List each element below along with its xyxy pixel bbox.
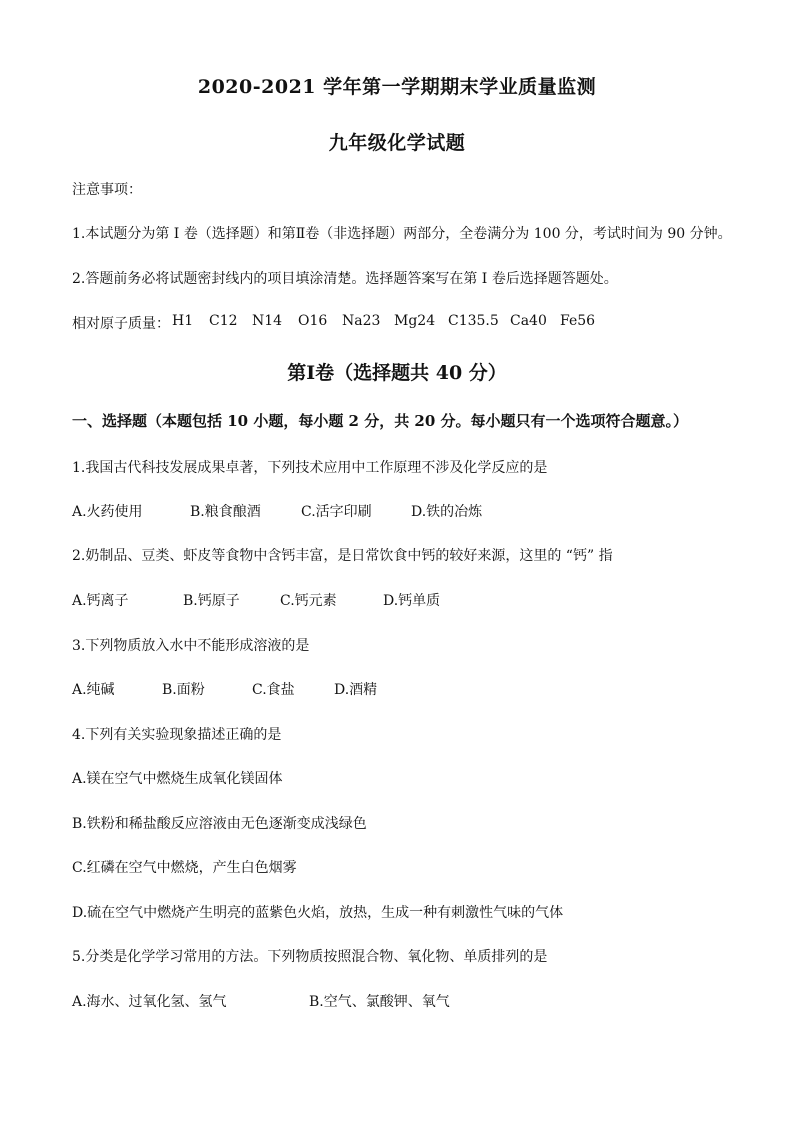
- part-one-title: 第Ⅰ卷（选择题共 40 分）: [287, 362, 507, 384]
- notes-heading: 注意事项：: [72, 182, 142, 198]
- option-d: D.铁的冶炼: [411, 504, 483, 520]
- question-stem: 2.奶制品、豆类、虾皮等食物中含钙丰富，是日常饮食中钙的较好来源，这里的 “钙” 指: [72, 548, 613, 564]
- option-d: D.硫在空气中燃烧产生明亮的蓝紫色火焰，放热，生成一种有刺激性气味的气体: [72, 905, 564, 921]
- atomic-mass-label: 相对原子质量：: [72, 316, 170, 332]
- option-c: C.钙元素: [280, 593, 337, 609]
- atomic-mass-item: O16: [298, 313, 328, 329]
- option-c: C.活字印刷: [301, 504, 372, 520]
- atomic-mass-item: C12: [209, 313, 238, 329]
- option-b: B.铁粉和稀盐酸反应溶液由无色逐渐变成浅绿色: [72, 816, 367, 832]
- note-item-1: 1.本试题分为第 I 卷（选择题）和第Ⅱ卷（非选择题）两部分，全卷满分为 100 分，考试时间为 90 分钟。: [72, 226, 732, 242]
- option-b: B.面粉: [162, 682, 205, 698]
- option-a: A.海水、过氧化氢、氢气: [72, 994, 227, 1010]
- option-a: A.纯碱: [72, 682, 115, 698]
- option-a: A.钙离子: [72, 593, 129, 609]
- question-stem: 5.分类是化学学习常用的方法。下列物质按照混合物、氧化物、单质排列的是: [72, 949, 548, 965]
- atomic-mass-item: C135.5: [448, 313, 499, 329]
- option-b: B.空气、氯酸钾、氧气: [309, 994, 450, 1010]
- atomic-mass-item: Fe56: [560, 313, 596, 329]
- question-stem: 1.我国古代科技发展成果卓著，下列技术应用中工作原理不涉及化学反应的是: [72, 460, 548, 476]
- atomic-mass-item: H1: [172, 313, 194, 329]
- atomic-mass-item: Ca40: [510, 313, 547, 329]
- option-d: D.酒精: [334, 682, 378, 698]
- question-stem: 4.下列有关实验现象描述正确的是: [72, 727, 282, 743]
- option-a: A.火药使用: [72, 504, 143, 520]
- question-stem: 3.下列物质放入水中不能形成溶液的是: [72, 638, 310, 654]
- atomic-mass-item: Mg24: [394, 313, 436, 329]
- option-b: B.粮食酿酒: [190, 504, 261, 520]
- option-a: A.镁在空气中燃烧生成氧化镁固体: [72, 771, 283, 787]
- option-c: C.红磷在空气中燃烧，产生白色烟雾: [72, 860, 297, 876]
- option-c: C.食盐: [252, 682, 295, 698]
- exam-title: 2020-2021 学年第一学期期末学业质量监测: [197, 76, 597, 98]
- atomic-mass-item: Na23: [342, 313, 381, 329]
- note-item-2: 2.答题前务必将试题密封线内的项目填涂清楚。选择题答案写在第 I 卷后选择题答题处。: [72, 271, 618, 287]
- section-heading: 一、选择题（本题包括 10 小题，每小题 2 分，共 20 分。每小题只有一个选项符合题意。）: [72, 412, 689, 430]
- option-d: D.钙单质: [383, 593, 441, 609]
- exam-subtitle: 九年级化学试题: [328, 132, 466, 154]
- option-b: B.钙原子: [183, 593, 240, 609]
- atomic-mass-item: N14: [252, 313, 283, 329]
